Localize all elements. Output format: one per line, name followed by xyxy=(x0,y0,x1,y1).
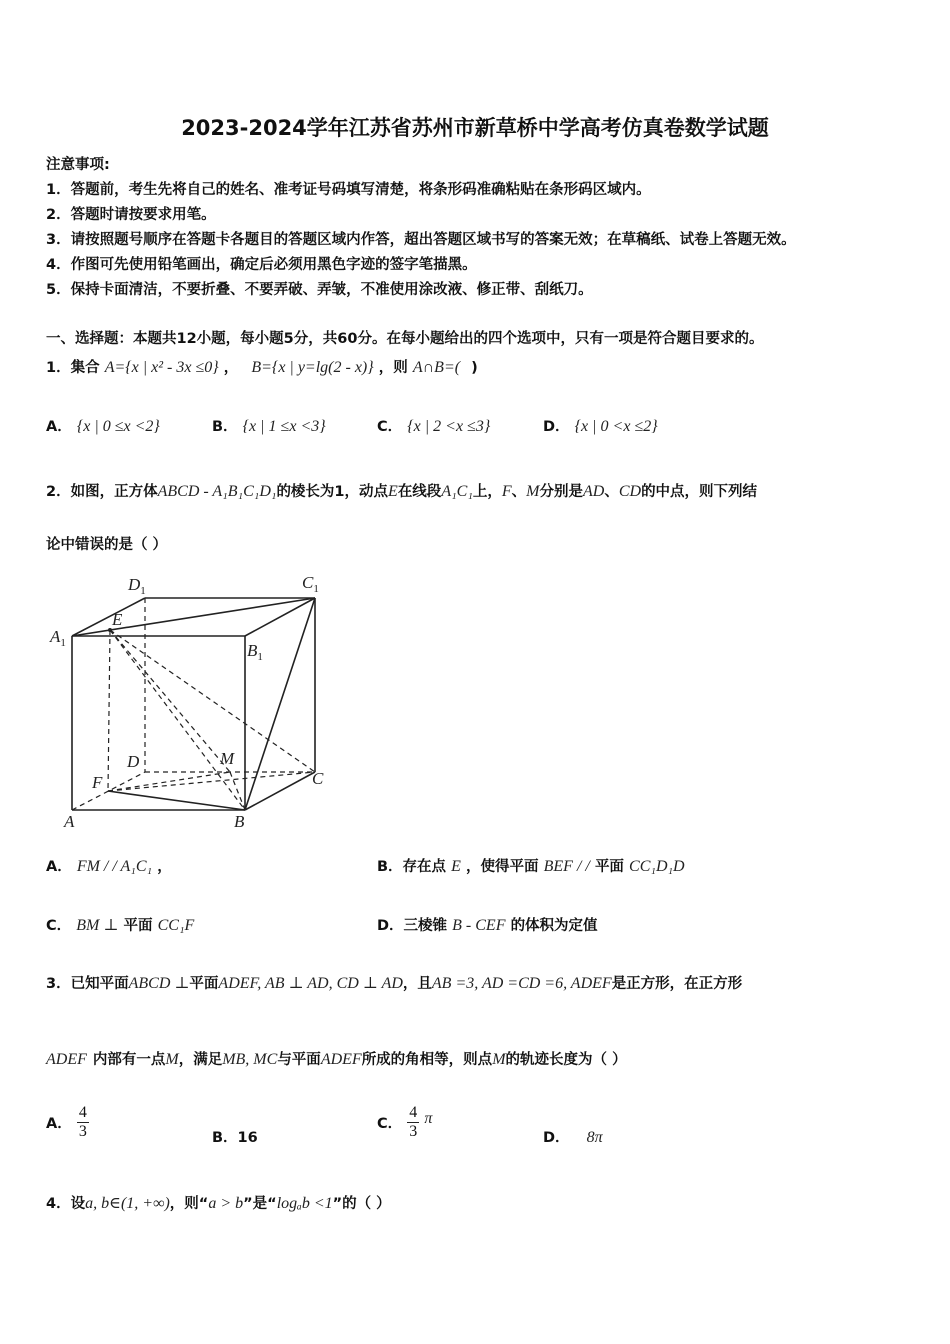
q2-option-c xyxy=(46,914,194,935)
option-math: 8π xyxy=(586,1129,603,1146)
segment-e-m xyxy=(110,630,230,772)
q3-math: ADEF xyxy=(46,1051,87,1068)
q3-option-d xyxy=(543,1126,603,1147)
option-text: ，使得平面 xyxy=(466,859,539,875)
option-text: 平面 xyxy=(594,859,624,875)
option-math: {x | 1 ≤x <3} xyxy=(242,418,326,435)
q4-math: a, b∈(1, +∞) xyxy=(85,1195,170,1212)
q4-text: ”是“ xyxy=(243,1196,277,1212)
label-c: C xyxy=(312,769,324,788)
q4-math: a > b xyxy=(208,1195,244,1212)
note-item: 1．答题前，考生先将自己的姓名、准考证号码填写清楚，将条形码准确粘贴在条形码区域内。 xyxy=(46,182,651,198)
q3-math: ADEF, AB ⊥ AD, CD ⊥ AD xyxy=(218,975,403,992)
option-label: B． xyxy=(212,419,238,435)
q3-math: M xyxy=(492,1051,506,1068)
q1-text: 1．集合 xyxy=(46,360,100,376)
option-math: π xyxy=(424,1110,433,1127)
segment-f-b xyxy=(108,791,245,810)
option-math: E xyxy=(451,858,461,875)
q1-option-a xyxy=(46,415,160,436)
q1-math: B={x | y=lg(2 - x)} xyxy=(251,359,374,376)
option-math: {x | 0 <x ≤2} xyxy=(574,418,658,435)
q2-text: 的棱长为1，动点 xyxy=(276,484,389,500)
q1-text: ，则 xyxy=(378,360,408,376)
q2-text: 、 xyxy=(604,484,619,500)
q1-option-b xyxy=(212,415,326,436)
option-label: B．16 xyxy=(212,1130,258,1146)
option-fraction xyxy=(407,1104,419,1141)
q2-math: E xyxy=(388,483,398,500)
notes-heading: 注意事项: xyxy=(46,157,110,173)
note-item: 3．请按照题号顺序在答题卡各题目的答题区域内作答，超出答题区域书写的答案无效；在草稿纸、试卷上答题无效。 xyxy=(46,232,796,248)
fraction-denominator: 3 xyxy=(78,1123,87,1140)
label-a1: $A_1$ xyxy=(50,627,66,649)
option-math: BM ⊥ xyxy=(76,917,119,934)
label-b: B xyxy=(234,812,245,831)
q3-math: M xyxy=(165,1051,179,1068)
option-label: D． xyxy=(543,1130,570,1146)
q2-text: 分别是 xyxy=(539,484,583,500)
q2-math: M xyxy=(526,483,540,500)
note-item: 2．答题时请按要求用笔。 xyxy=(46,207,216,223)
option-math: CC₁D₁D xyxy=(629,858,685,875)
q2-math: CD xyxy=(618,483,642,500)
label-a: A xyxy=(64,812,75,831)
q2-option-b xyxy=(377,855,685,876)
option-text: ， xyxy=(157,859,172,875)
note-item: 5．保持卡面清洁，不要折叠、不要弄破、弄皱，不准使用涂改液、修正带、刮纸刀。 xyxy=(46,282,593,298)
q4-text: 4．设 xyxy=(46,1196,86,1212)
section-heading: 一、选择题：本题共12小题，每小题5分，共60分。在每小题给出的四个选项中，只有一项是符合题目要求的。 xyxy=(46,331,764,347)
q3-text: 平面 xyxy=(189,976,219,992)
q3-text: 的轨迹长度为（ ） xyxy=(505,1052,627,1068)
question-1 xyxy=(46,356,478,377)
q4-text: ，则“ xyxy=(169,1196,209,1212)
q3-text: 与平面 xyxy=(277,1052,321,1068)
option-math: FM / / A₁C₁ xyxy=(76,858,153,875)
segment-e-b xyxy=(110,630,245,810)
segment-f-m xyxy=(108,772,230,791)
option-math: {x | 2 <x ≤3} xyxy=(407,418,491,435)
label-f: F xyxy=(92,773,103,792)
q3-math: MB, MC xyxy=(222,1051,278,1068)
option-label: A． xyxy=(46,1116,72,1132)
q3-text: 内部有一点 xyxy=(92,1052,166,1068)
q2-math: F xyxy=(501,483,512,500)
option-label: A． xyxy=(46,859,72,875)
page-title: 2023-2024学年江苏省苏州市新草桥中学高考仿真卷数学试题 xyxy=(181,116,769,140)
q2-text: 的中点，则下列结 xyxy=(641,484,758,500)
option-math: {x | 0 ≤x <2} xyxy=(76,418,160,435)
q2-option-d xyxy=(377,914,598,935)
q1-option-d xyxy=(543,415,658,436)
option-label: A． xyxy=(46,419,72,435)
q4-text: ”的（ ） xyxy=(332,1196,391,1212)
q4-math: logₐb <1 xyxy=(276,1195,333,1212)
q2-math: ABCD - A₁B₁C₁D₁ xyxy=(157,483,277,500)
option-math: BEF / / xyxy=(543,858,590,875)
label-e: E xyxy=(112,610,123,629)
q3-option-b xyxy=(212,1126,258,1147)
option-label: C． xyxy=(46,918,72,934)
q3-text: 是正方形，在正方形 xyxy=(611,976,743,992)
fraction-numerator: 4 xyxy=(78,1104,87,1121)
q3-math: ABCD ⊥ xyxy=(128,975,190,992)
option-math: CC₁F xyxy=(157,917,195,934)
q3-text: 3．已知平面 xyxy=(46,976,129,992)
question-4 xyxy=(46,1192,391,1213)
label-d: D xyxy=(127,752,140,771)
q3-math: AB =3, AD =CD =6, ADEF xyxy=(431,975,612,992)
q2-line2: 论中错误的是（ ） xyxy=(46,537,168,553)
option-text: 平面 xyxy=(123,918,153,934)
q3-option-c xyxy=(377,1104,432,1141)
q2-text: 、 xyxy=(511,484,527,500)
question-2 xyxy=(46,480,757,501)
q3-text: ，且 xyxy=(402,976,432,992)
q3-text: ，满足 xyxy=(178,1052,223,1068)
option-label: C． xyxy=(377,419,403,435)
segment-e-f xyxy=(108,630,110,791)
option-label: C． xyxy=(377,1116,403,1132)
q3-math: ADEF xyxy=(320,1051,362,1068)
question-3-line2 xyxy=(46,1048,627,1069)
segment-m-b xyxy=(230,772,245,810)
q2-text: 上， xyxy=(472,484,502,500)
note-item: 4．作图可先使用铅笔画出，确定后必须用黑色字迹的签字笔描黑。 xyxy=(46,257,477,273)
q1-option-c xyxy=(377,415,490,436)
q2-text: 2．如图，正方体 xyxy=(46,484,158,500)
option-label: B．存在点 xyxy=(377,859,447,875)
q3-text: 所成的角相等，则点 xyxy=(361,1052,493,1068)
q3-option-a xyxy=(46,1104,89,1141)
label-c1: $C_1$ xyxy=(302,573,319,595)
option-fraction xyxy=(77,1104,89,1141)
q1-math: A={x | x² - 3x ≤0} xyxy=(104,359,219,376)
q1-text: ) xyxy=(471,360,478,376)
option-label: D． xyxy=(543,419,570,435)
q2-text: 在线段 xyxy=(397,484,442,500)
q1-text: ， xyxy=(223,360,239,376)
option-label: D．三棱锥 xyxy=(377,918,448,934)
cube-figure xyxy=(40,560,340,840)
fraction-denominator: 3 xyxy=(409,1123,418,1140)
option-math: B - CEF xyxy=(452,917,506,934)
label-m: M xyxy=(220,749,235,768)
segment-e-c xyxy=(110,630,315,772)
q1-math: A∩B=( xyxy=(412,359,461,376)
fraction-numerator: 4 xyxy=(409,1104,418,1121)
question-3 xyxy=(46,972,742,993)
q2-math: A₁C₁ xyxy=(441,483,473,500)
label-d1: $D_1$ xyxy=(128,575,146,597)
option-text: 的体积为定值 xyxy=(510,918,598,934)
q2-math: AD xyxy=(583,483,605,500)
q2-option-a xyxy=(46,855,172,876)
label-b1: $B_1$ xyxy=(247,641,263,663)
